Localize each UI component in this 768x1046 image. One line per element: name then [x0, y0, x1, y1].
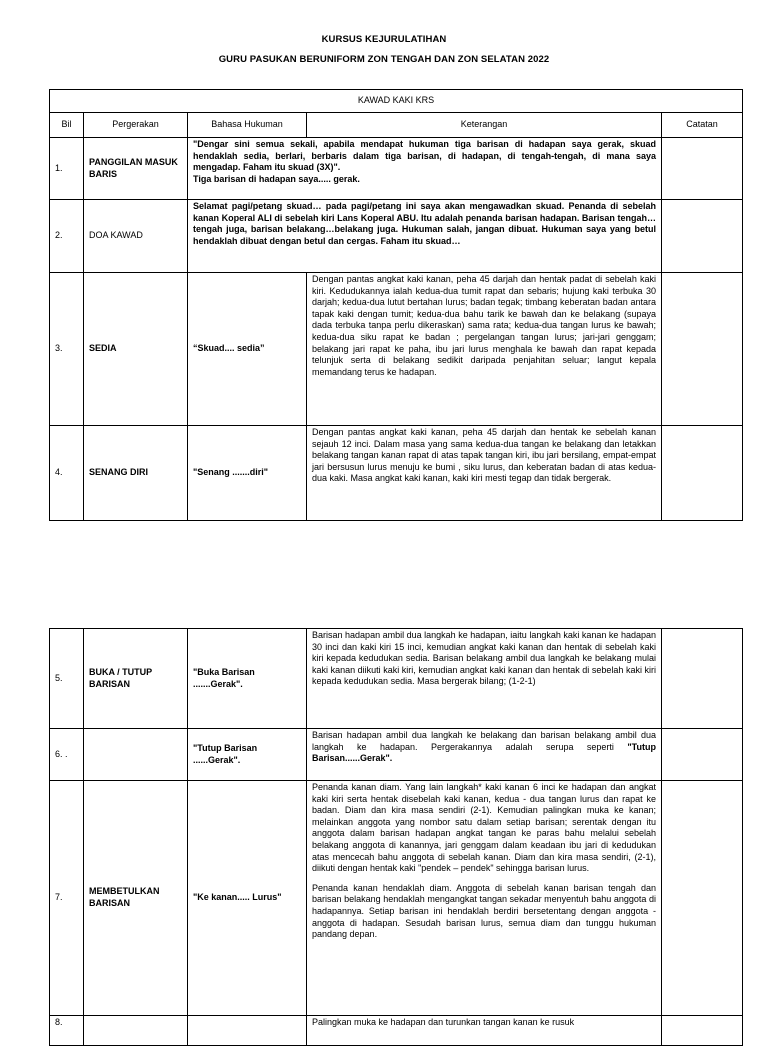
table-caption: KAWAD KAKI KRS: [50, 90, 743, 113]
description: Penanda kanan diam. Yang lain langkah* kaki kanan 6 inci ke hadapan dan angkat kaki kiri serta hentak disebelah kaki kanan, kedua - dua tangan lurus dan rapat ke badan. Diam dan kira masa sendiri (2-1). Kemudian palingkan muka ke kanan; melainkan anggota yang nombor satu dalam setiap barisan; serentak dengan itu anggota dalam barisan hadapan angkat tangan ke paras bahu melalui sebelah belakang anggota di kanannya, jari genggam dalam keadaan ibu jari di kedudukan atas mencecah bahu anggota di sebelah kanan. Diam dan kira masa sendiri, (2-1), diikuti dengan hentak kaki "pendek – pendek" sehingga barisan lurus. Penanda kanan hendaklah diam. Anggota di sebelah kanan barisan tengah dan barisan belakang hendaklah mengangkat tangan sekadar menyentuh bahu anggota di hadapannya. Setiap barisan ini hendaklah berdiri bersetentang dengan anggota - anggota di hadapan. Sesudah barisan lurus, semua diam dan tunggu hukuman pandang depan.: [307, 781, 662, 1016]
notes-cell: [662, 1016, 743, 1046]
row-number: 4.: [50, 426, 84, 521]
table-row: [50, 200, 743, 273]
table-row: [50, 138, 743, 200]
command-phrase: "Tutup Barisan ......Gerak".: [188, 729, 307, 781]
row-number: 7.: [50, 781, 84, 1016]
column-header-bahasa-hukuman: Bahasa Hukuman: [188, 113, 307, 138]
notes-cell: [662, 781, 743, 1016]
movement-name: DOA KAWAD: [84, 200, 188, 273]
row-number: 1.: [50, 138, 84, 200]
command-phrase: "Ke kanan..... Lurus": [188, 781, 307, 1016]
description: Barisan hadapan ambil dua langkah ke hadapan, iaitu langkah kaki kanan ke hadapan 30 inci dan kaki kiri 15 inci, kemudian angkat kaki kanan dan hentak di sebelah kaki kiri kepada kedudukan sedia. Barisan belakang ambil dua langkah ke belakang mulai kaki kanan diikuti kaki kiri, kemudian angkat kaki kanan dan hentak di sebelah kaki kiri kepada kedudukan sedia. Masa bergerak bilang; (1-2-1): [307, 629, 662, 729]
description: Palingkan muka ke hadapan dan turunkan tangan kanan ke rusuk: [307, 1016, 662, 1046]
description: Barisan hadapan ambil dua langkah ke belakang dan barisan belakang ambil dua langkah ke hadapan. Pergerakannya adalah serupa seperti "Tutup Barisan......Gerak".: [307, 729, 662, 781]
drill-table-2: [49, 628, 743, 1046]
column-header-keterangan: Keterangan: [307, 113, 662, 138]
movement-name: [84, 729, 188, 781]
notes-cell: [662, 138, 743, 200]
notes-cell: [662, 426, 743, 521]
table-row: [50, 629, 743, 729]
table-row: [50, 273, 743, 426]
row-number: 8.: [50, 1016, 84, 1046]
command-phrase: [188, 1016, 307, 1046]
command-phrase: "Buka Barisan .......Gerak".: [188, 629, 307, 729]
row-number: 6. .: [50, 729, 84, 781]
row-number: 3.: [50, 273, 84, 426]
row-number: 5.: [50, 629, 84, 729]
notes-cell: [662, 629, 743, 729]
movement-name: MEMBETULKAN BARISAN: [84, 781, 188, 1016]
command-phrase: “Skuad.... sedia”: [188, 273, 307, 426]
description: Dengan pantas angkat kaki kanan, peha 45 darjah dan hentak ke sebelah kanan sejauh 12 inci. Dalam masa yang sama kedua-dua tangan ke belakang dan letakkan belakang tangan kanan rapat di atas tapak tangan kiri, ibu jari bersilang, empat-empat jari bersusun lurus menuju ke bumi , siku lurus, dan keberatan badan di atas kedua-dua kaki. Masa angkat kaki kanan, kaki kiri mesti tegap dan tidak bergerak.: [307, 426, 662, 521]
column-header-bil: Bil: [50, 113, 84, 138]
movement-name: PANGGILAN MASUK BARIS: [84, 138, 188, 200]
description: "Dengar sini semua sekali, apabila mendapat hukuman tiga barisan di hadapan saya gerak, skuad hendaklah sedia, berlari, berbaris dalam tiga barisan, di hadapan, di tengah-tengah, di mana saya mengadap. Faham itu skuad (3X)". Tiga barisan di hadapan saya..... gerak.: [188, 138, 662, 200]
movement-name: SEDIA: [84, 273, 188, 426]
notes-cell: [662, 200, 743, 273]
notes-cell: [662, 273, 743, 426]
table-row: [50, 729, 743, 781]
description: Dengan pantas angkat kaki kanan, peha 45 darjah dan hentak padat di sebelah kaki kiri. Kedudukannya ialah kedua-dua tumit rapat dan sebaris; hujung kaki terbuka 30 darjah; kedua-dua lutut bertahan lurus; badan tegak; timbang keberatan badan antara tapak kaki dengan tumit; kedua-dua bahu tarik ke bawah dan ke belakang (supaya dada terbuka tanpa perlu dikeraskan) sama rata; kedua-dua tangan lurus ke bawah; kedua-dua siku rapat ke badan ; pergelangan tangan lurus; jari-jari genggam; belakang jari rapat ke paha, ibu jari lurus menghala ke bawah dan rapat kepada telunjuk serta di belakang sedikit daripada penjahitan seluar; langut kepala memandang terus ke hadapan.: [307, 273, 662, 426]
course-subtitle: GURU PASUKAN BERUNIFORM ZON TENGAH DAN ZON SELATAN 2022: [218, 54, 550, 65]
movement-name: BUKA / TUTUP BARISAN: [84, 629, 188, 729]
table-row: [50, 426, 743, 521]
movement-name: [84, 1016, 188, 1046]
notes-cell: [662, 729, 743, 781]
row-number: 2.: [50, 200, 84, 273]
course-title: KURSUS KEJURULATIHAN: [321, 34, 447, 45]
table-row: [50, 1016, 743, 1046]
command-phrase: "Senang .......diri": [188, 426, 307, 521]
column-header-pergerakan: Pergerakan: [84, 113, 188, 138]
description: Selamat pagi/petang skuad… pada pagi/petang ini saya akan mengawadkan skuad. Penanda di sebelah kanan Koperal ALI di sebelah kiri Lans Koperal ABU. Itu adalah penanda barisan hadapan. Barisan tengah… tengah juga, barisan belakang…belakang juga. Hukuman salah, jangan dibuat. Hukuman saya yang betul hendaklah dibuat dengan betul dan cergas. Faham itu skuad…: [188, 200, 662, 273]
table-row: [50, 781, 743, 1016]
drill-table-1: [49, 89, 743, 521]
column-header-catatan: Catatan: [662, 113, 743, 138]
movement-name: SENANG DIRI: [84, 426, 188, 521]
